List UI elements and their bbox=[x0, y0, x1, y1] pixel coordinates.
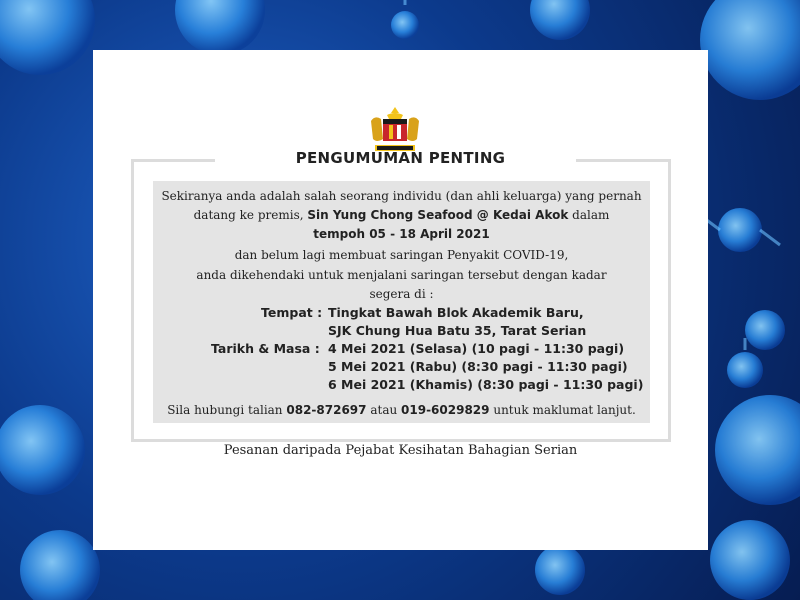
premises-prefix: datang ke premis, bbox=[193, 208, 304, 222]
phone-number: 082-872697 bbox=[286, 403, 367, 417]
place-value: Tingkat Bawah Blok Akademik Baru, bbox=[328, 305, 584, 320]
place-value: SJK Chung Hua Batu 35, Tarat Serian bbox=[328, 323, 587, 338]
date-entry: 5 Mei 2021 (Rabu) (8:30 pagi - 11:30 pagi) bbox=[328, 359, 628, 374]
announcement-card bbox=[93, 50, 708, 550]
body-line: anda dikehendaki untuk menjalani saringan tersebut dengan kadar bbox=[196, 268, 607, 282]
announcement-title: PENGUMUMAN PENTING bbox=[295, 149, 506, 167]
place-label: Tempat : bbox=[261, 305, 323, 320]
premises-name: Sin Yung Chong Seafood @ Kedai Akok bbox=[307, 208, 569, 222]
announcement-panel bbox=[153, 181, 650, 423]
frame-border bbox=[131, 159, 134, 442]
contact-conjunction: atau bbox=[370, 403, 398, 417]
frame-border bbox=[668, 159, 671, 442]
contact-prefix: Sila hubungi talian bbox=[167, 403, 283, 417]
contact-line bbox=[153, 403, 650, 417]
footer-message: Pesanan daripada Pejabat Kesihatan Bahagian Serian bbox=[223, 443, 578, 458]
intro-line: Sekiranya anda adalah salah seorang individu (dan ahli keluarga) yang pernah bbox=[161, 189, 642, 203]
datetime-label: Tarikh & Masa : bbox=[211, 341, 320, 356]
body-line: dan belum lagi membuat saringan Penyakit COVID-19, bbox=[234, 248, 569, 262]
period-line: tempoh 05 - 18 April 2021 bbox=[313, 227, 490, 241]
frame-border bbox=[131, 439, 671, 442]
date-entry: 6 Mei 2021 (Khamis) (8:30 pagi - 11:30 pagi) bbox=[328, 377, 644, 392]
body-line: segera di : bbox=[369, 287, 434, 301]
date-entry: 4 Mei 2021 (Selasa) (10 pagi - 11:30 pagi) bbox=[328, 341, 625, 356]
premises-suffix: dalam bbox=[572, 208, 610, 222]
phone-number: 019-6029829 bbox=[401, 403, 490, 417]
contact-suffix: untuk maklumat lanjut. bbox=[493, 403, 636, 417]
premises-line bbox=[153, 208, 650, 222]
